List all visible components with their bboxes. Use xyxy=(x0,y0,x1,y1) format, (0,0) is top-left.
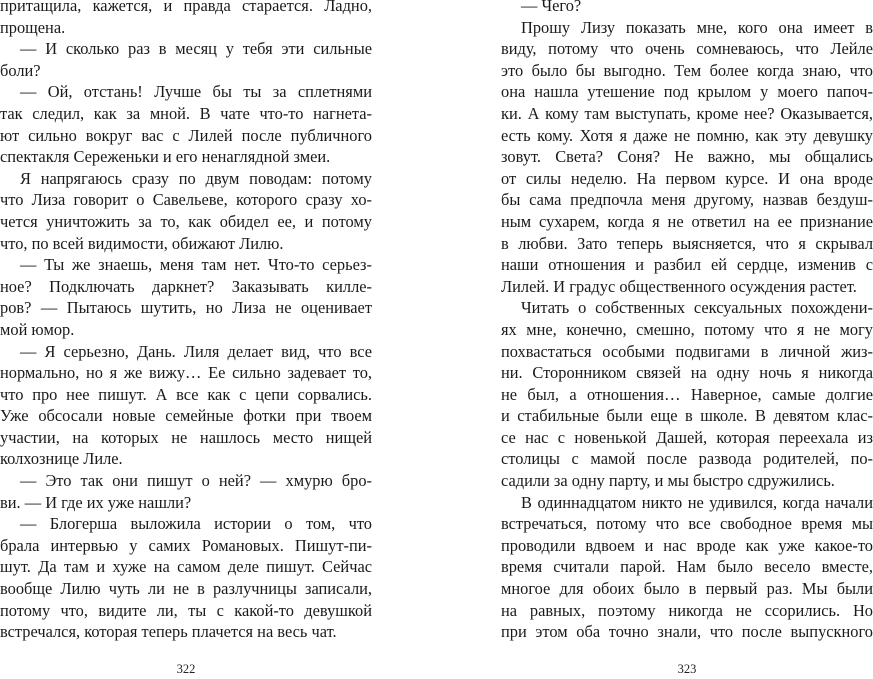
text-line: Я напрягаюсь сразу по двум поводам: потому xyxy=(20,168,372,188)
left-page-number: 322 xyxy=(176,662,196,676)
left-page xyxy=(0,0,372,679)
text-line: шут. Да там и хуже на самом деле пишут. Сейчас xyxy=(0,557,372,577)
text-line: на равных, поэтому никогда не ссорились. Но xyxy=(501,600,873,620)
text-line: — Чего? xyxy=(521,0,582,15)
text-line: притащила, кажется, и правда старается. Ладно, xyxy=(0,0,372,15)
text-line: — Я серьезно, Дань. Лиля делает вид, что все xyxy=(20,341,372,361)
right-page-text xyxy=(501,0,873,643)
text-line: наши отношения и разбил ей сердце, изменив с xyxy=(501,255,873,275)
text-line: спектакля Сереженьки и его ненаглядной змеи. xyxy=(0,147,331,167)
text-line: ни. Сторонником связей на одну ночь я никогда xyxy=(501,363,873,383)
text-line: нормально, но я же вижу… Ее сильно задевает то, xyxy=(0,363,372,383)
left-page-text xyxy=(0,0,372,643)
text-line: В одиннадцатом никто не удивился, когда начали xyxy=(521,492,873,512)
text-line: Прошу Лизу показать мне, кого она имеет в xyxy=(521,17,873,37)
text-line: столицы с мамой после развода родителей, по- xyxy=(501,449,873,469)
text-line: время считали парой. Нам было весело вместе, xyxy=(501,557,873,577)
text-line: — Ой, отстань! Лучше бы ты за сплетнями xyxy=(20,82,372,102)
text-line: чется уничтожить за то, как обидел ее, и потому xyxy=(0,211,372,231)
text-line: Лилей. И градус общественного осуждения растет. xyxy=(501,276,857,296)
right-page xyxy=(501,0,873,679)
text-line: садили за одну парту, и мы быстро сдружились. xyxy=(501,471,835,491)
text-line: она нашла утешение под крылом у моего папоч- xyxy=(501,82,873,102)
text-line: ки. А кому там выступать, кроме нее? Оказывается, xyxy=(501,103,873,123)
text-line: брала интервью у самих Романовых. Пишут-пи- xyxy=(0,535,372,555)
text-line: колхознице Лиле. xyxy=(0,449,123,469)
text-line: — Блогерша выложила истории о том, что xyxy=(20,514,372,534)
text-line: так следил, как за мной. В чате что-то нагнета- xyxy=(0,103,372,123)
text-line: ют сильно вокруг вас с Лилей после публичного xyxy=(0,125,372,145)
text-line: ное? Подключать даркнет? Заказывать килле- xyxy=(0,276,372,296)
text-line: се нас с новенькой Дашей, которая переехала из xyxy=(501,427,873,447)
text-line: многое для обоих было в первый раз. Мы были xyxy=(501,579,873,599)
text-line: Уже обсосали новые семейные фотки при твоем xyxy=(0,406,372,426)
text-line: вообще Лилю чуть ли не в разлучницы записали, xyxy=(0,579,372,599)
text-line: ви. — И где их уже нашли? xyxy=(0,492,192,512)
text-line: ров? — Пытаюсь шутить, но Лиза не оценивает xyxy=(0,298,372,318)
text-line: есть кому. Хотя я даже не помню, как эту девушку xyxy=(501,125,873,145)
text-line: проводили вдвоем и нас вроде как уже какое-то xyxy=(501,535,873,555)
text-line: не был, а отношения… Наверное, самые долгие xyxy=(501,384,873,404)
text-line: ным сухарем, когда я не ответил на ее признание xyxy=(501,211,873,231)
text-line: боли? xyxy=(0,60,41,80)
text-line: — Ты же знаешь, меня там нет. Что-то серьез- xyxy=(20,255,372,275)
text-line: бы сама предпочла меня другому, назвав бездуш- xyxy=(501,190,873,210)
text-line: похвастаться особыми подвигами в личной жиз- xyxy=(501,341,873,361)
text-line: виду, потому что очень сомневаюсь, что Лейле xyxy=(501,39,873,59)
text-line: что, по всей видимости, обижают Лилю. xyxy=(0,233,284,253)
text-line: в любви. Зато теперь выясняется, что я скрывал xyxy=(501,233,873,253)
text-line: встречался, которая теперь плачется на весь чат. xyxy=(0,622,337,642)
text-line: и стабильные были еще в школе. В девятом клас- xyxy=(501,406,873,426)
text-line: что Лиза говорит о Савельеве, которого сразу хо- xyxy=(0,190,372,210)
text-line: прощена. xyxy=(0,17,66,37)
text-line: что про нее пишут. А все как с цепи сорвались. xyxy=(0,384,372,404)
text-line: от силы неделю. На первом курсе. И она вроде xyxy=(501,168,873,188)
text-line: — И сколько раз в месяц у тебя эти сильные xyxy=(20,39,372,59)
text-line: зовут. Света? Соня? Не важно, мы общались xyxy=(501,147,873,167)
text-line: Читать о собственных сексуальных похождени- xyxy=(521,298,873,318)
text-line: — Это так они пишут о ней? — хмурю бро- xyxy=(20,471,372,491)
text-line: ях мне, конечно, смешно, потому что я не могу xyxy=(501,319,873,339)
text-line: мой юмор. xyxy=(0,319,75,339)
text-line: встречаться, потому что все свободное время мы xyxy=(501,514,873,534)
text-line: потому что, видите ли, ты с какой-то девушкой xyxy=(0,600,372,620)
text-line: участии, на которых не нашлось место нищей xyxy=(0,427,372,447)
text-line: это было бы выгодно. Тем более когда знаю, что xyxy=(501,60,873,80)
text-line: при этом оба точно знали, что после выпускного xyxy=(501,622,873,642)
right-page-number: 323 xyxy=(677,662,697,676)
